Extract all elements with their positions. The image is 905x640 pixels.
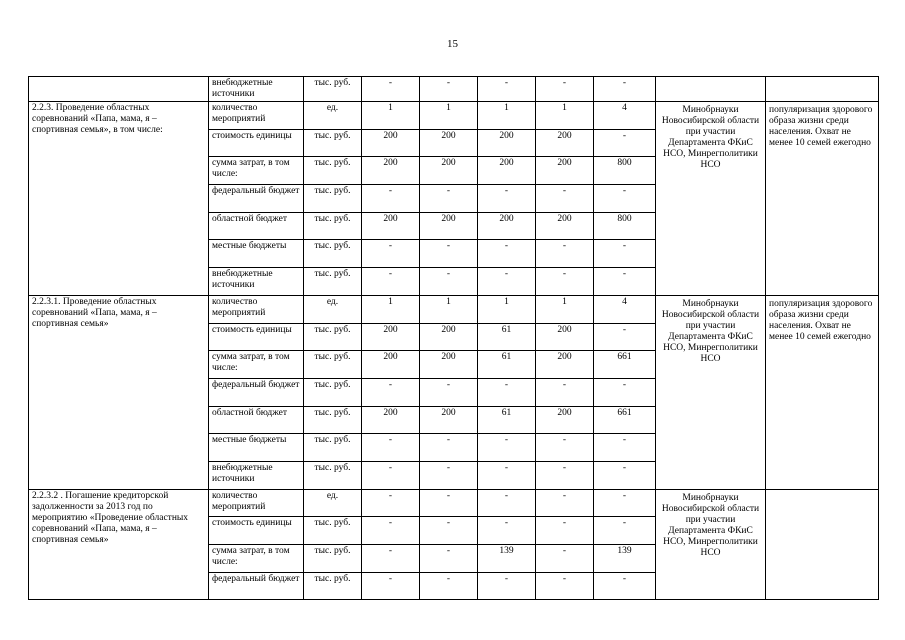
table-row (29, 489, 879, 517)
page-number: 15 (447, 38, 458, 50)
value-cell: - (594, 77, 656, 102)
unit-cell: тыс. руб. (304, 351, 362, 379)
unit-cell: тыс. руб. (304, 461, 362, 489)
row-label: количество мероприятий (209, 489, 304, 517)
value-cell: - (362, 545, 420, 573)
value-cell: 1 (362, 102, 420, 130)
value-cell: 139 (594, 545, 656, 573)
unit-cell: тыс. руб. (304, 323, 362, 351)
row-label: областной бюджет (209, 406, 304, 434)
row-label: внебюджетные источники (209, 268, 304, 296)
value-cell: 800 (594, 157, 656, 185)
value-cell: 200 (362, 129, 420, 157)
value-cell: 200 (536, 212, 594, 240)
value-cell: - (420, 185, 478, 213)
value-cell: - (420, 572, 478, 600)
row-label: стоимость единицы (209, 129, 304, 157)
value-cell: - (362, 434, 420, 462)
unit-cell: тыс. руб. (304, 129, 362, 157)
value-cell: - (594, 268, 656, 296)
value-cell: - (594, 378, 656, 406)
value-cell: - (478, 240, 536, 268)
value-cell: 200 (536, 406, 594, 434)
row-label: количество мероприятий (209, 295, 304, 323)
value-cell: 200 (362, 406, 420, 434)
value-cell: 200 (362, 157, 420, 185)
unit-cell: тыс. руб. (304, 517, 362, 545)
value-cell: 61 (478, 323, 536, 351)
value-cell: - (594, 434, 656, 462)
value-cell: - (420, 268, 478, 296)
value-cell: 200 (420, 351, 478, 379)
unit-cell: тыс. руб. (304, 268, 362, 296)
value-cell: - (420, 378, 478, 406)
result-cell (766, 77, 879, 102)
value-cell: - (362, 185, 420, 213)
value-cell: - (536, 240, 594, 268)
row-label: стоимость единицы (209, 323, 304, 351)
row-label: количество мероприятий (209, 102, 304, 130)
value-cell: - (594, 517, 656, 545)
value-cell: - (362, 517, 420, 545)
value-cell: - (478, 185, 536, 213)
value-cell: 1 (478, 102, 536, 130)
value-cell: - (362, 489, 420, 517)
value-cell: - (478, 268, 536, 296)
row-label: сумма затрат, в том числе: (209, 157, 304, 185)
value-cell: - (536, 268, 594, 296)
unit-cell: тыс. руб. (304, 406, 362, 434)
value-cell: 4 (594, 295, 656, 323)
value-cell: 200 (536, 157, 594, 185)
unit-cell: ед. (304, 489, 362, 517)
value-cell: - (478, 461, 536, 489)
unit-cell: тыс. руб. (304, 77, 362, 102)
value-cell: 200 (420, 406, 478, 434)
value-cell: 200 (362, 212, 420, 240)
value-cell: - (420, 434, 478, 462)
value-cell: - (478, 77, 536, 102)
row-label: сумма затрат, в том числе: (209, 351, 304, 379)
value-cell: 200 (478, 157, 536, 185)
section-title: 2.2.3.2 . Погашение кредиторской задолженности за 2013 год по мероприятию «Проведение областных соревнований «Папа, мама, я – спортивная семья» (29, 489, 209, 600)
value-cell: 800 (594, 212, 656, 240)
program-table (28, 76, 879, 600)
result-cell: популяризация здорового образа жизни среди населения. Охват не менее 10 семей ежегодно (766, 295, 879, 489)
executor-cell: Минобрнауки Новосибирской области при участии Департамента ФКиС НСО, Минрегполитики НСО (656, 102, 766, 296)
value-cell: - (594, 461, 656, 489)
value-cell: 1 (536, 295, 594, 323)
value-cell: 1 (420, 102, 478, 130)
value-cell: 61 (478, 406, 536, 434)
value-cell: 1 (536, 102, 594, 130)
value-cell: - (536, 489, 594, 517)
value-cell: 200 (536, 323, 594, 351)
value-cell: - (362, 461, 420, 489)
value-cell: 4 (594, 102, 656, 130)
row-label: областной бюджет (209, 212, 304, 240)
value-cell: 1 (478, 295, 536, 323)
value-cell: - (420, 240, 478, 268)
executor-cell: Минобрнауки Новосибирской области при участии Департамента ФКиС НСО, Минрегполитики НСО (656, 489, 766, 600)
row-label: внебюджетные источники (209, 77, 304, 102)
row-label: федеральный бюджет (209, 378, 304, 406)
executor-cell (656, 77, 766, 102)
unit-cell: тыс. руб. (304, 378, 362, 406)
value-cell: - (536, 517, 594, 545)
value-cell: - (362, 378, 420, 406)
value-cell: - (594, 323, 656, 351)
unit-cell: тыс. руб. (304, 157, 362, 185)
result-cell: популяризация здорового образа жизни среди населения. Охват не менее 10 семей ежегодно (766, 102, 879, 296)
unit-cell: тыс. руб. (304, 240, 362, 268)
row-label: местные бюджеты (209, 240, 304, 268)
executor-cell: Минобрнауки Новосибирской области при участии Департамента ФКиС НСО, Минрегполитики НСО (656, 295, 766, 489)
value-cell: - (478, 489, 536, 517)
value-cell: - (536, 461, 594, 489)
value-cell: 61 (478, 351, 536, 379)
value-cell: 200 (478, 212, 536, 240)
value-cell: - (420, 517, 478, 545)
unit-cell: тыс. руб. (304, 572, 362, 600)
value-cell: 200 (536, 129, 594, 157)
value-cell: - (478, 517, 536, 545)
value-cell: - (536, 434, 594, 462)
value-cell: 200 (420, 323, 478, 351)
value-cell: 200 (536, 351, 594, 379)
section-title: 2.2.3.1. Проведение областных соревнований «Папа, мама, я – спортивная семья» (29, 295, 209, 489)
table-row (29, 295, 879, 323)
value-cell: 661 (594, 351, 656, 379)
value-cell: - (420, 545, 478, 573)
value-cell: - (536, 185, 594, 213)
section-title: 2.2.3. Проведение областных соревнований «Папа, мама, я – спортивная семья», в том числе: (29, 102, 209, 296)
value-cell: - (362, 572, 420, 600)
value-cell: 200 (362, 351, 420, 379)
value-cell: 661 (594, 406, 656, 434)
row-label: стоимость единицы (209, 517, 304, 545)
value-cell: - (478, 378, 536, 406)
value-cell: - (362, 77, 420, 102)
row-label: местные бюджеты (209, 434, 304, 462)
value-cell: - (478, 434, 536, 462)
result-cell (766, 489, 879, 600)
value-cell: 200 (362, 323, 420, 351)
value-cell: - (536, 378, 594, 406)
table-row (29, 77, 879, 102)
value-cell: - (420, 77, 478, 102)
unit-cell: тыс. руб. (304, 545, 362, 573)
table-body (29, 77, 879, 600)
value-cell: 200 (420, 212, 478, 240)
unit-cell: ед. (304, 295, 362, 323)
row-label: федеральный бюджет (209, 572, 304, 600)
value-cell: - (420, 489, 478, 517)
value-cell: - (594, 240, 656, 268)
value-cell: 1 (362, 295, 420, 323)
value-cell: - (478, 572, 536, 600)
section-title-cell (29, 77, 209, 102)
value-cell: - (420, 461, 478, 489)
value-cell: - (536, 572, 594, 600)
unit-cell: тыс. руб. (304, 434, 362, 462)
value-cell: 200 (420, 157, 478, 185)
row-label: сумма затрат, в том числе: (209, 545, 304, 573)
unit-cell: тыс. руб. (304, 212, 362, 240)
value-cell: - (594, 129, 656, 157)
unit-cell: ед. (304, 102, 362, 130)
value-cell: 200 (420, 129, 478, 157)
value-cell: - (594, 572, 656, 600)
value-cell: - (594, 489, 656, 517)
row-label: федеральный бюджет (209, 185, 304, 213)
value-cell: - (362, 268, 420, 296)
unit-cell: тыс. руб. (304, 185, 362, 213)
value-cell: - (594, 185, 656, 213)
value-cell: 1 (420, 295, 478, 323)
table-row (29, 102, 879, 130)
value-cell: - (362, 240, 420, 268)
value-cell: 200 (478, 129, 536, 157)
value-cell: 139 (478, 545, 536, 573)
value-cell: - (536, 77, 594, 102)
row-label: внебюджетные источники (209, 461, 304, 489)
value-cell: - (536, 545, 594, 573)
